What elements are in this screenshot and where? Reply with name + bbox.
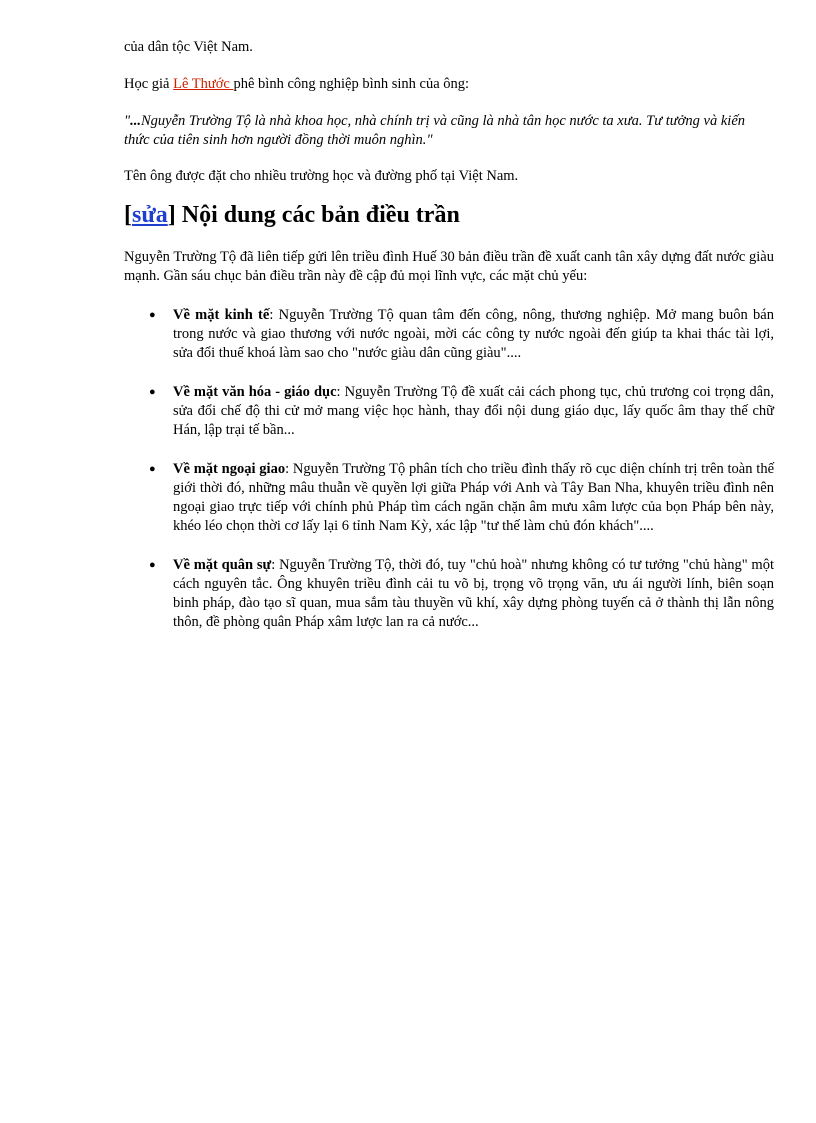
bullet-icon: ● xyxy=(149,559,156,571)
item-term: Về mặt ngoại giao xyxy=(173,461,286,477)
item-text: : Nguyễn Trường Tộ phân tích cho triều đình thấy rõ cục diện chính trị trên toàn thế giới thời đó, những mâu thuẫn về quyền lợi giữa Pháp với Anh và Tây Ban Nha, khuyên triều đình nên ngoại giao trực tiếp với chính phủ Pháp tìm cách ngăn chặn âm mưu xâm lược của bọn Pháp bên này, khéo léo chọn thời cơ lấy lại 6 tỉnh Nam Kỳ, xác lập "tư thế làm chủ đón khách".... xyxy=(173,461,774,534)
list-item xyxy=(149,460,774,536)
paragraph-nation: của dân tộc Việt Nam. xyxy=(124,39,253,55)
scholar-suffix: phê bình công nghiệp bình sinh của ông: xyxy=(233,76,470,92)
section-heading xyxy=(124,200,774,230)
scholar-prefix: Học giả xyxy=(124,76,174,92)
heading-title: Nội dung các bản điều trần xyxy=(175,202,460,228)
item-text: : Nguyễn Trường Tộ đề xuất cải cách phong tục, chủ trương coi trọng dân, sửa đổi chế độ thi cử mở mang việc học hành, thay đổi nội dung giáo dục, lấy quốc âm thay thế chữ Hán, lập trại tế bần... xyxy=(173,384,774,438)
quote-close-mark: " xyxy=(426,132,433,148)
le-thuoc-link[interactable]: Lê Thước xyxy=(173,76,234,92)
document-page xyxy=(124,38,774,652)
item-text: : Nguyễn Trường Tộ quan tâm đến công, nông, thương nghiệp. Mở mang buôn bán trong nước và giao thương với nước ngoài, mời các công ty nước ngoài đến giúp ta khai thác tài lợi, sửa đổi thuế khoá làm sao cho "nước giàu dân cũng giàu".... xyxy=(173,307,774,361)
quote-open-mark: " xyxy=(124,113,131,129)
list-item xyxy=(149,383,774,440)
quote-paragraph xyxy=(124,112,774,150)
heading-close-bracket: ] xyxy=(167,202,176,228)
bullet-icon: ● xyxy=(149,309,156,321)
quote-text: Nguyễn Trường Tộ là nhà khoa học, nhà chính trị và cũng là nhà tân học nước ta xưa. Tư tưởng và kiến thức của tiên sinh hơn người đồng thời muôn nghìn. xyxy=(124,113,745,148)
list-item xyxy=(149,306,774,363)
paragraph-scholar xyxy=(124,75,774,94)
paragraph-named-places: Tên ông được đặt cho nhiều trường học và đường phố tại Việt Nam. xyxy=(124,168,519,184)
list-item xyxy=(149,556,774,632)
item-text: : Nguyễn Trường Tộ, thời đó, tuy "chủ hoà" nhưng không có tư tưởng "chủ hàng" một cách nguyên tắc. Ông khuyên triều đình cải tu võ bị, trọng võ trọng văn, ưu ái người lính, biên soạn binh pháp, đào tạo sĩ quan, mua sắm tàu thuyền vũ khí, xây dựng phòng tuyến cả ở thành thị lẫn nông thôn, đề phòng quân Pháp xâm lược lan ra cả nước... xyxy=(173,557,774,630)
item-term: Về mặt kinh tế xyxy=(173,307,270,323)
item-term: Về mặt quân sự xyxy=(173,557,272,573)
intro-paragraph: Nguyễn Trường Tộ đã liên tiếp gửi lên triều đình Huế 30 bản điều trần đề xuất canh tân xây dựng đất nước giàu mạnh. Gần sáu chục bản điều trần này đề cập đủ mọi lĩnh vực, các mặt chủ yếu: xyxy=(124,249,774,284)
heading-open-bracket: [ xyxy=(124,202,132,228)
item-term: Về mặt văn hóa - giáo dục xyxy=(173,384,337,400)
bullet-icon: ● xyxy=(149,463,156,475)
bullet-icon: ● xyxy=(149,386,156,398)
quote-ellipsis: ... xyxy=(130,113,141,129)
topics-list xyxy=(124,306,774,632)
edit-section-link[interactable]: sửa xyxy=(132,202,168,228)
